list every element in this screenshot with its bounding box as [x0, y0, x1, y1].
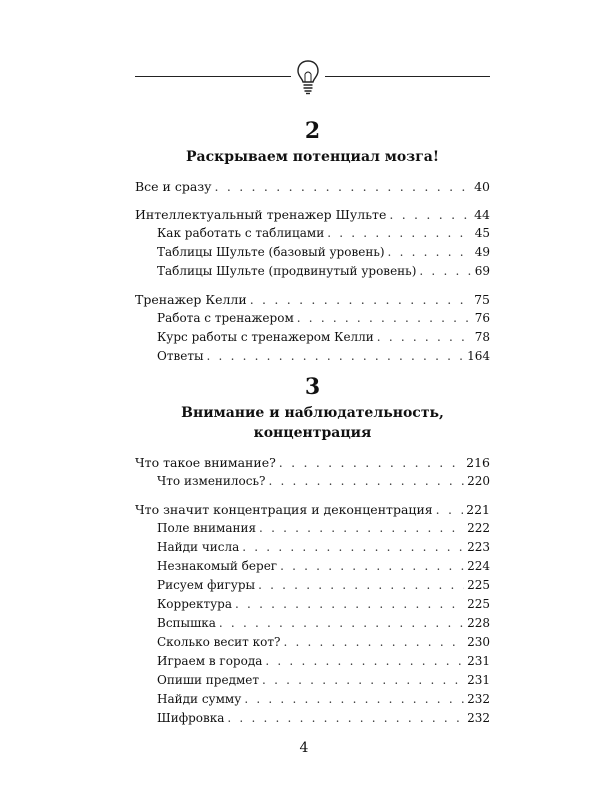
toc-list	[135, 453, 490, 728]
toc-entry-page: 231	[467, 673, 490, 687]
toc-entry-label: Опиши предмет	[157, 673, 260, 687]
dot-leader	[283, 633, 464, 652]
toc-entry-label: Курс работы с тренажером Келли	[157, 330, 374, 344]
header-rule-right	[325, 76, 490, 77]
toc-subentry	[135, 595, 490, 614]
header-rule-left	[135, 76, 291, 77]
toc-entry-page: 220	[467, 474, 490, 488]
toc-entry-page: 225	[467, 597, 490, 611]
toc-entry	[135, 177, 490, 196]
dot-leader	[265, 652, 464, 671]
dot-leader	[268, 472, 464, 491]
toc-subentry	[135, 224, 490, 243]
toc-entry-page: 232	[467, 692, 490, 706]
dot-leader	[235, 595, 464, 614]
dot-leader	[389, 205, 471, 224]
toc-subentry	[135, 690, 490, 709]
toc-entry-label: Что такое внимание?	[135, 455, 276, 470]
toc-entry-label: Тренажер Келли	[135, 292, 247, 307]
toc-entry-page: 221	[466, 502, 490, 517]
toc-entry-label: Таблицы Шульте (базовый уровень)	[157, 245, 385, 259]
toc-entry-label: Вспышка	[157, 616, 216, 630]
dot-leader	[279, 453, 463, 472]
toc-entry-label: Что изменилось?	[157, 474, 266, 488]
toc-entry-label: Работа с тренажером	[157, 311, 294, 325]
dot-leader	[280, 557, 464, 576]
toc-entry-page: 164	[467, 349, 490, 363]
dot-leader	[262, 671, 464, 690]
lightbulb-icon	[295, 58, 321, 96]
toc-entry-page: 222	[467, 521, 490, 535]
toc-entry-page: 231	[467, 654, 490, 668]
section-title-line-2: концентрация	[253, 425, 372, 441]
dot-leader	[436, 500, 463, 519]
toc-section-2	[135, 118, 490, 366]
toc-entry-label: Интеллектуальный тренажер Шульте	[135, 207, 387, 222]
toc-subentry	[135, 243, 490, 262]
toc-entry	[135, 500, 490, 519]
dot-leader	[297, 309, 472, 328]
toc-subentry	[135, 519, 490, 538]
toc-entry-page: 78	[474, 330, 490, 344]
toc-subentry	[135, 633, 490, 652]
toc-entry-label: Ответы	[157, 349, 204, 363]
toc-entry-page: 45	[474, 226, 490, 240]
group-gap	[135, 491, 490, 500]
toc-subentry	[135, 347, 490, 366]
toc-entry-page: 44	[474, 207, 490, 222]
toc-entry	[135, 290, 490, 309]
dot-leader	[419, 262, 471, 281]
toc-entry-label: Рисуем фигуры	[157, 578, 256, 592]
toc-entry-page: 232	[467, 711, 490, 725]
toc-subentry	[135, 262, 490, 281]
dot-leader	[219, 614, 464, 633]
toc-entry-label: Что значит концентрация и деконцентрация	[135, 502, 433, 517]
dot-leader	[327, 224, 472, 243]
group-gap	[135, 196, 490, 205]
toc-subentry	[135, 309, 490, 328]
toc-entry-page: 230	[467, 635, 490, 649]
toc-subentry	[135, 671, 490, 690]
section-title-line-1: Внимание и наблюдательность,	[181, 405, 444, 421]
toc-subentry	[135, 328, 490, 347]
toc-entry-page: 40	[474, 179, 490, 194]
toc-subentry	[135, 576, 490, 595]
toc-entry-label: Поле внимания	[157, 521, 257, 535]
dot-leader	[250, 290, 471, 309]
toc-entry-page: 228	[467, 616, 490, 630]
toc-subentry	[135, 709, 490, 728]
toc-entry-label: Шифровка	[157, 711, 225, 725]
toc-subentry	[135, 472, 490, 491]
toc-entry-label: Сколько весит кот?	[157, 635, 281, 649]
toc-subentry	[135, 614, 490, 633]
page-number: 4	[299, 740, 309, 756]
toc-entry-label: Все и сразу	[135, 179, 212, 194]
toc-entry-label: Найди числа	[157, 540, 240, 554]
toc-entry-page: 224	[467, 559, 490, 573]
dot-leader	[377, 328, 472, 347]
toc-subentry	[135, 538, 490, 557]
section-number: 2	[304, 118, 321, 144]
toc-entry-page: 225	[467, 578, 490, 592]
dot-leader	[244, 690, 464, 709]
toc-entry-label: Найди сумму	[157, 692, 242, 706]
toc-entry-page: 76	[474, 311, 490, 325]
toc-entry-page: 75	[474, 292, 490, 307]
toc-entry	[135, 205, 490, 224]
toc-entry-page: 69	[474, 264, 490, 278]
toc-entry-label: Незнакомый берег	[157, 559, 278, 573]
toc-entry-label: Корректура	[157, 597, 233, 611]
toc-entry-page: 223	[467, 540, 490, 554]
toc-entry-page: 216	[466, 455, 490, 470]
toc-subentry	[135, 652, 490, 671]
toc-entry-label: Таблицы Шульте (продвинутый уровень)	[157, 264, 417, 278]
dot-leader	[227, 709, 464, 728]
dot-leader	[259, 519, 464, 538]
toc-entry-label: Играем в города	[157, 654, 263, 668]
section-number: 3	[304, 374, 321, 400]
toc-entry-page: 49	[474, 245, 490, 259]
group-gap	[135, 281, 490, 290]
dot-leader	[388, 243, 472, 262]
toc-entry-label: Как работать с таблицами	[157, 226, 325, 240]
dot-leader	[207, 347, 465, 366]
toc-subentry	[135, 557, 490, 576]
toc-section-3	[135, 374, 490, 728]
toc-list	[135, 177, 490, 366]
dot-leader	[242, 538, 464, 557]
section-title: Раскрываем потенциал мозга!	[186, 149, 439, 165]
toc-entry	[135, 453, 490, 472]
dot-leader	[258, 576, 464, 595]
dot-leader	[215, 177, 472, 196]
